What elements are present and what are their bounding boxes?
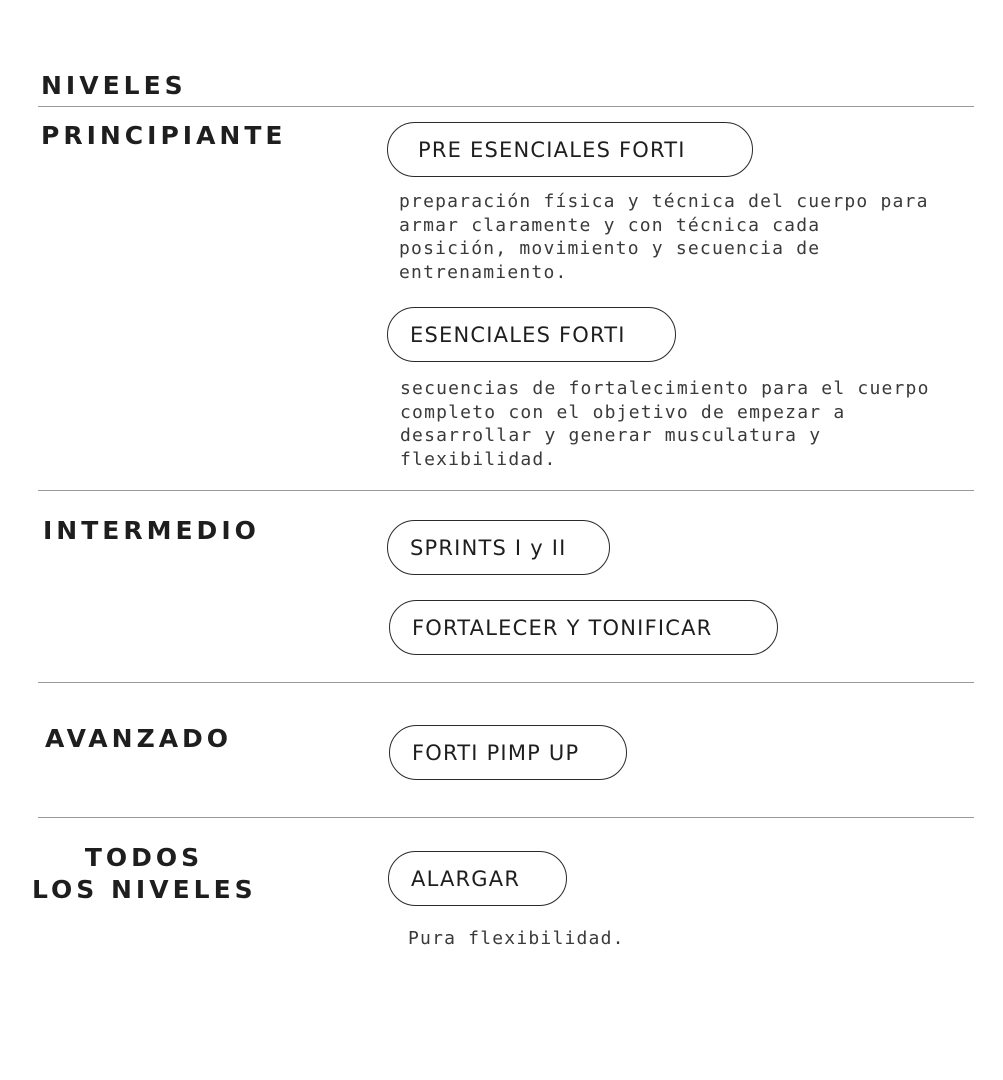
divider-avanzado xyxy=(38,817,974,818)
program-button-fortalecer-y-tonificar[interactable]: FORTALECER Y TONIFICAR xyxy=(389,600,778,655)
divider-principiante xyxy=(38,490,974,491)
program-description-esenciales-forti: secuencias de fortalecimiento para el cuerpo completo con el objetivo de empezar a desarrollar y generar musculatura y flexibilidad. xyxy=(400,378,930,470)
program-button-forti-pimp-up[interactable]: FORTI PIMP UP xyxy=(389,725,627,780)
level-title-intermedio: INTERMEDIO xyxy=(43,516,260,545)
level-title-line-1: TODOS xyxy=(84,843,204,872)
level-title-avanzado: AVANZADO xyxy=(45,724,233,753)
program-button-sprints[interactable]: SPRINTS I y II xyxy=(387,520,610,575)
program-description-pre-esenciales-forti: preparación física y técnica del cuerpo para armar claramente y con técnica cada posición, movimiento y secuencia de entrenamiento. xyxy=(399,191,929,283)
divider-top xyxy=(38,106,974,107)
program-button-alargar[interactable]: ALARGAR xyxy=(388,851,567,906)
program-button-pre-esenciales-forti[interactable]: PRE ESENCIALES FORTI xyxy=(387,122,753,177)
level-title-todos-los-niveles xyxy=(32,842,256,906)
program-button-esenciales-forti[interactable]: ESENCIALES FORTI xyxy=(387,307,676,362)
page-title: NIVELES xyxy=(41,71,187,100)
level-title-line-2: LOS NIVELES xyxy=(32,875,257,904)
level-title-principiante: PRINCIPIANTE xyxy=(41,121,287,150)
program-description-alargar: Pura flexibilidad. xyxy=(408,928,625,949)
divider-intermedio xyxy=(38,682,974,683)
